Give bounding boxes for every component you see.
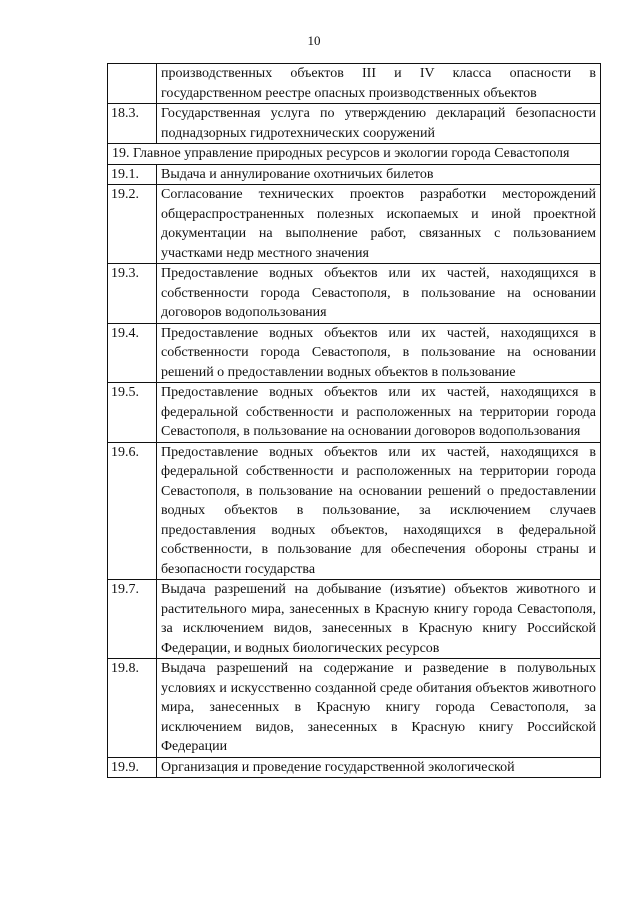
section-row: [108, 144, 601, 165]
row-text: Организация и проведение государственной экологической: [157, 757, 601, 778]
table-row: [108, 757, 601, 778]
table-row: [108, 659, 601, 758]
table-row: [108, 323, 601, 383]
table-row: [108, 580, 601, 659]
row-number: [108, 64, 157, 104]
row-number: 19.4.: [108, 323, 157, 383]
table-row: [108, 442, 601, 580]
row-text: Выдача разрешений на содержание и разведение в полувольных условиях и искусственно созданной среде обитания объектов животного мира, занесенных в Красную книгу города Севастополя, за исключением видов, занесенных в Красную книгу Российской Федерации: [157, 659, 601, 758]
row-text: производственных объектов III и IV класса опасности в государственном реестре опасных производственных объектов: [157, 64, 601, 104]
table-row: [108, 383, 601, 443]
row-text: Предоставление водных объектов или их частей, находящихся в федеральной собственности и расположенных на территории города Севастополя, в пользование на основании решений о предоставлении водных объектов в пользование, за исключением случаев предоставления водных объектов, находящихся в федеральной собственности, в пользование для обеспечения обороны страны и безопасности государства: [157, 442, 601, 580]
row-number: 19.7.: [108, 580, 157, 659]
table-row: [108, 264, 601, 324]
table-row: [108, 164, 601, 185]
row-number: 19.2.: [108, 185, 157, 264]
row-number: 19.3.: [108, 264, 157, 324]
row-number: 19.9.: [108, 757, 157, 778]
row-text: Согласование технических проектов разработки месторождений общераспространенных полезных ископаемых и иной проектной документации на выполнение работ, связанных с пользованием участками недр местного значения: [157, 185, 601, 264]
page-number: 10: [307, 33, 321, 48]
row-text: Государственная услуга по утверждению деклараций безопасности поднадзорных гидротехнических сооружений: [157, 104, 601, 144]
section-heading: 19. Главное управление природных ресурсов и экологии города Севастополя: [108, 144, 601, 165]
row-text: Предоставление водных объектов или их частей, находящихся в собственности города Севастополя, в пользование на основании договоров водопользования: [157, 264, 601, 324]
table-row: [108, 64, 601, 104]
row-number: 19.1.: [108, 164, 157, 185]
row-number: 19.6.: [108, 442, 157, 580]
row-text: Выдача и аннулирование охотничьих билетов: [157, 164, 601, 185]
row-text: Выдача разрешений на добывание (изъятие) объектов животного и растительного мира, занесенных в Красную книгу города Севастополя, за исключением видов, занесенных в Красную книгу Российской Федерации, и водных биологических ресурсов: [157, 580, 601, 659]
row-number: 18.3.: [108, 104, 157, 144]
row-text: Предоставление водных объектов или их частей, находящихся в собственности города Севастополя, в пользование на основании решений о предоставлении водных объектов в пользование: [157, 323, 601, 383]
row-number: 19.8.: [108, 659, 157, 758]
row-number: 19.5.: [108, 383, 157, 443]
table-row: [108, 104, 601, 144]
table-row: [108, 185, 601, 264]
services-table: [107, 63, 601, 778]
row-text: Предоставление водных объектов или их частей, находящихся в федеральной собственности и расположенных на территории города Севастополя, в пользование на основании договоров водопользования: [157, 383, 601, 443]
